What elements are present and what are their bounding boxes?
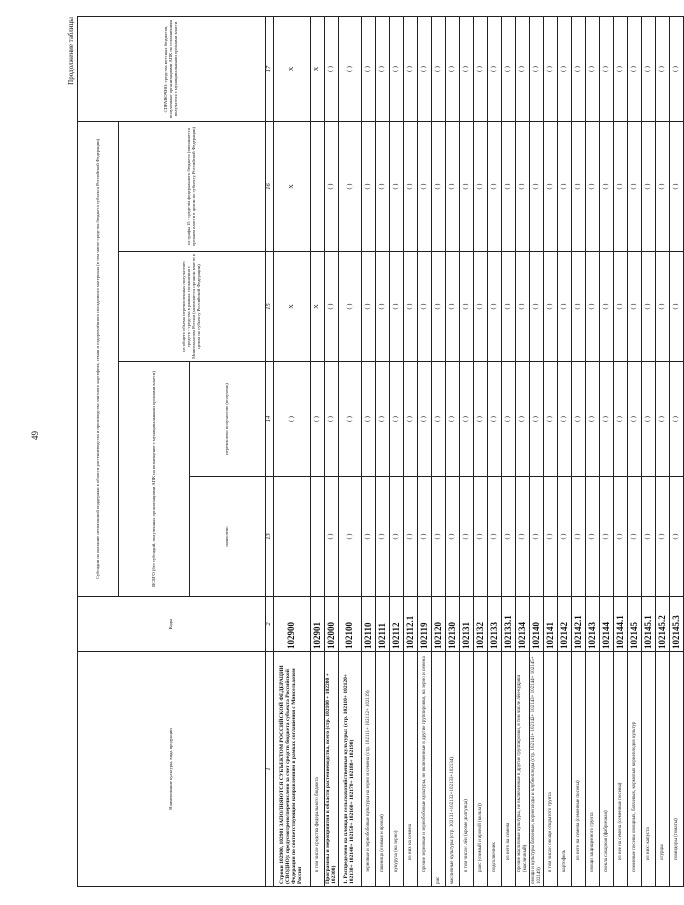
row-code: 102112 <box>390 597 404 652</box>
cell-c15: X <box>311 252 325 362</box>
row-name: кукуруза (на зерно) <box>390 652 404 887</box>
header-col14: перечислено получателю (получено) <box>190 362 266 477</box>
cell-c15: ( ) <box>474 252 488 362</box>
cell-c14: ( ) <box>544 362 558 477</box>
cell-c16: ( ) <box>544 122 558 252</box>
header-code: Коды <box>78 597 266 652</box>
row-name: свекла сахарная (фабричная) <box>600 652 614 887</box>
header-total: ВСЕГО (без субсидий, полученных организациями АПК на возмещение с муниципальными органами власти) <box>119 362 190 597</box>
cell-c16: ( ) <box>572 122 586 252</box>
cell-c15: ( ) <box>502 252 516 362</box>
table-row <box>544 17 558 887</box>
cell-c13: ( ) <box>642 477 656 597</box>
cell-c16: ( ) <box>339 122 362 252</box>
row-code: 102143 <box>586 597 600 652</box>
table-row <box>311 17 325 887</box>
cell-c13 <box>274 477 311 597</box>
row-name: прочие масличные культуры, не включенные в другие группировки, в том числе лён-кудряш (масличный) <box>516 652 530 887</box>
cell-c15: ( ) <box>432 252 446 362</box>
cell-c13: ( ) <box>656 477 670 597</box>
cell-c15: ( ) <box>339 252 362 362</box>
row-name: огурцы <box>656 652 670 887</box>
cell-c14: ( ) <box>656 362 670 477</box>
row-code: 102145 <box>628 597 642 652</box>
cell-c16: ( ) <box>642 122 656 252</box>
row-code: 102145.3 <box>670 597 684 652</box>
cell-c16: ( ) <box>516 122 530 252</box>
cell-c15: ( ) <box>446 252 460 362</box>
cell-c14: ( ) <box>614 362 628 477</box>
row-code: 102142.1 <box>572 597 586 652</box>
cell-c17: ( ) <box>460 17 474 122</box>
cell-c14: ( ) <box>460 362 474 477</box>
cell-c17: ( ) <box>530 17 544 122</box>
row-code: 102900 <box>274 597 311 652</box>
cell-c15: ( ) <box>460 252 474 362</box>
cell-c17: ( ) <box>614 17 628 122</box>
row-name: Программы и мероприятия в области растениеводства, всего (стр. 102100 + 102200 + 102300) <box>325 652 339 887</box>
cell-c17: X <box>274 17 311 122</box>
cell-c17: ( ) <box>432 17 446 122</box>
cell-c15: ( ) <box>642 252 656 362</box>
cell-c13: ( ) <box>460 477 474 597</box>
cell-c15: ( ) <box>530 252 544 362</box>
cell-c17: ( ) <box>670 17 684 122</box>
cell-c17: ( ) <box>656 17 670 122</box>
table-row <box>656 17 670 887</box>
row-name: зерновые и зернобобовые культуры на зерно и семена (стр. 102111+ 102112+ 102119) <box>362 652 376 887</box>
colnum-2: 2 <box>266 597 274 652</box>
cell-c13: ( ) <box>390 477 404 597</box>
cell-c13: ( ) <box>502 477 516 597</box>
cell-c15: ( ) <box>404 252 418 362</box>
table-row <box>600 17 614 887</box>
row-code: 102144.1 <box>614 597 628 652</box>
table-row <box>642 17 656 887</box>
cell-c13: ( ) <box>670 477 684 597</box>
row-code: 102142 <box>558 597 572 652</box>
cell-c17: ( ) <box>362 17 376 122</box>
row-name: рапс (озимый и яровой (кольза)) <box>474 652 488 887</box>
continuation-label: Продолжение таблицы <box>67 17 75 85</box>
table-row <box>628 17 642 887</box>
row-name: из них на семена <box>404 652 418 887</box>
cell-c17: ( ) <box>572 17 586 122</box>
row-code: 102133.1 <box>502 597 516 652</box>
cell-c14: ( ) <box>670 362 684 477</box>
cell-c16: ( ) <box>530 122 544 252</box>
cell-c16 <box>311 122 325 252</box>
cell-c16: ( ) <box>600 122 614 252</box>
row-name: рис <box>432 652 446 887</box>
row-code: 102120 <box>432 597 446 652</box>
cell-c13: ( ) <box>586 477 600 597</box>
header-col15: из общего объема перечисленных получателю средств - средства в рамках соглашения с Минсельхозом России (заполняется органом власти в целом по субъекту Российской Федерации) <box>119 252 266 362</box>
table-row <box>460 17 474 887</box>
row-code: 102145.1 <box>642 597 656 652</box>
cell-c16: ( ) <box>614 122 628 252</box>
row-name: картофель <box>558 652 572 887</box>
cell-c16: ( ) <box>488 122 502 252</box>
cell-c16: ( ) <box>390 122 404 252</box>
row-code: 102132 <box>474 597 488 652</box>
row-name: в том числе средства федерального бюджета <box>311 652 325 887</box>
row-name: из него на семена (семенные посевы) <box>572 652 586 887</box>
cell-c16: ( ) <box>418 122 432 252</box>
row-code: 102111 <box>376 597 390 652</box>
table-row <box>502 17 516 887</box>
row-code: 102134 <box>516 597 530 652</box>
row-code: 102144 <box>600 597 614 652</box>
row-name: подсолнечник <box>488 652 502 887</box>
cell-c15: ( ) <box>325 252 339 362</box>
row-name: семенные посевы овощных, бахчевых, кормовых корнеплодов культур <box>628 652 642 887</box>
cell-c17: ( ) <box>339 17 362 122</box>
cell-c14: ( ) <box>446 362 460 477</box>
column-number-row <box>266 17 274 887</box>
cell-c14: ( ) <box>274 362 311 477</box>
cell-c15: ( ) <box>516 252 530 362</box>
row-name: овощи и культуры бахчевые, корнеплоды и клубнеплоды (стр. 102141+ 102142+ 102143+ 102144+ 102145+ 102149) <box>530 652 544 887</box>
cell-c13: ( ) <box>432 477 446 597</box>
cell-c16: ( ) <box>586 122 600 252</box>
table-row <box>516 17 530 887</box>
cell-c17: ( ) <box>642 17 656 122</box>
row-code: 102112.1 <box>404 597 418 652</box>
table-row <box>274 17 311 887</box>
cell-c14: ( ) <box>390 362 404 477</box>
cell-c14: ( ) <box>642 362 656 477</box>
row-code: 102130 <box>446 597 460 652</box>
row-name: из нее на семена (семенные посевы) <box>614 652 628 887</box>
cell-c15: ( ) <box>586 252 600 362</box>
row-code: 102901 <box>311 597 325 652</box>
table-row <box>586 17 600 887</box>
cell-c13: ( ) <box>614 477 628 597</box>
table-row <box>404 17 418 887</box>
cell-c13: ( ) <box>325 477 339 597</box>
cell-c15: ( ) <box>390 252 404 362</box>
table-row <box>614 17 628 887</box>
cell-c14: ( ) <box>600 362 614 477</box>
cell-c14: ( ) <box>339 362 362 477</box>
cell-c16: X <box>274 122 311 252</box>
cell-c15: ( ) <box>418 252 432 362</box>
table-row <box>390 17 404 887</box>
subsidy-table <box>77 16 684 887</box>
cell-c16: ( ) <box>432 122 446 252</box>
cell-c14: ( ) <box>418 362 432 477</box>
cell-c17: ( ) <box>325 17 339 122</box>
row-name: помидоры (томаты) <box>670 652 684 887</box>
table-row <box>530 17 544 887</box>
row-name: масличные культуры (стр. 102131+102132+102133+102134) <box>446 652 460 887</box>
colnum-17: 17 <box>266 17 274 122</box>
row-code: 102133 <box>488 597 502 652</box>
cell-c13: ( ) <box>558 477 572 597</box>
cell-c14: ( ) <box>530 362 544 477</box>
colnum-1: 1 <box>266 652 274 887</box>
cell-c16: ( ) <box>474 122 488 252</box>
row-code: 102131 <box>460 597 474 652</box>
row-name: из них: капуста <box>642 652 656 887</box>
cell-c14: ( ) <box>325 362 339 477</box>
page-number: 49 <box>30 431 40 440</box>
colnum-15: 15 <box>266 252 274 362</box>
cell-c13: ( ) <box>339 477 362 597</box>
table-row <box>325 17 339 887</box>
cell-c15: ( ) <box>600 252 614 362</box>
cell-c17: ( ) <box>600 17 614 122</box>
cell-c15: X <box>274 252 311 362</box>
cell-c13: ( ) <box>600 477 614 597</box>
cell-c13: ( ) <box>544 477 558 597</box>
cell-c17: ( ) <box>418 17 432 122</box>
cell-c13: ( ) <box>404 477 418 597</box>
cell-c17: ( ) <box>516 17 530 122</box>
table-row <box>558 17 572 887</box>
cell-c13: ( ) <box>628 477 642 597</box>
cell-c16: ( ) <box>362 122 376 252</box>
cell-c15: ( ) <box>628 252 642 362</box>
table-row <box>488 17 502 887</box>
cell-c14: ( ) <box>362 362 376 477</box>
header-col17: СПРАВОЧНО: средства местных бюджетов, полученные организациями АПК по соглашениям получателя с муниципальными органами власти <box>78 17 266 122</box>
row-name: в том числе: лён (кроме долгунца) <box>460 652 474 887</box>
cell-c13 <box>311 477 325 597</box>
cell-c16: ( ) <box>376 122 390 252</box>
cell-c14: ( ) <box>311 362 325 477</box>
table-row <box>339 17 362 887</box>
cell-c16: ( ) <box>628 122 642 252</box>
cell-c16: ( ) <box>656 122 670 252</box>
row-name: пшеница (озимая и яровая) <box>376 652 390 887</box>
cell-c15: ( ) <box>614 252 628 362</box>
header-col13: начислено <box>190 477 266 597</box>
cell-c14: ( ) <box>586 362 600 477</box>
cell-c17: ( ) <box>390 17 404 122</box>
cell-c13: ( ) <box>446 477 460 597</box>
cell-c14: ( ) <box>376 362 390 477</box>
row-code: 102145.2 <box>656 597 670 652</box>
row-code: 102141 <box>544 597 558 652</box>
cell-c14: ( ) <box>404 362 418 477</box>
cell-c17: ( ) <box>376 17 390 122</box>
row-name: овощи защищенного грунта <box>586 652 600 887</box>
cell-c14: ( ) <box>558 362 572 477</box>
cell-c13: ( ) <box>572 477 586 597</box>
row-code: 102100 <box>339 597 362 652</box>
cell-c16: ( ) <box>325 122 339 252</box>
colnum-14: 14 <box>266 362 274 477</box>
cell-c16: ( ) <box>558 122 572 252</box>
header-group: Субсидии на оказание несвязанной поддержки в области растениеводства и производства элитного картофеля, семян и оздоровлённого посадочного материала (в том числе средства бюджета субъекта Российской Федерации) <box>78 122 119 597</box>
cell-c17: ( ) <box>558 17 572 122</box>
cell-c15: ( ) <box>558 252 572 362</box>
cell-c15: ( ) <box>670 252 684 362</box>
header-name: Наименование культуры, вида продукции <box>78 652 266 887</box>
cell-c17: ( ) <box>628 17 642 122</box>
row-name: в том числе: овощи открытого грунта <box>544 652 558 887</box>
cell-c13: ( ) <box>516 477 530 597</box>
cell-c16: ( ) <box>670 122 684 252</box>
cell-c16: ( ) <box>460 122 474 252</box>
table-row <box>572 17 586 887</box>
cell-c16: ( ) <box>446 122 460 252</box>
cell-c16: ( ) <box>502 122 516 252</box>
cell-c17: ( ) <box>586 17 600 122</box>
table-row <box>376 17 390 887</box>
row-code: 102000 <box>325 597 339 652</box>
header-col16: из графы 15 - средства федерального бюджета (заполняется органом власти в целом по субъекту Российской Федерации) <box>119 122 266 252</box>
colnum-13: 13 <box>266 477 274 597</box>
cell-c17: ( ) <box>544 17 558 122</box>
cell-c15: ( ) <box>656 252 670 362</box>
cell-c15: ( ) <box>362 252 376 362</box>
row-name: Строки 102900, 102901 ЗАПОЛНЯЮТСЯ СУБЪЕКТОМ РОССИЙСКОЙ ФЕДЕРАЦИИ (СВОДНО): предусмотрено/перечислено за счет средств бюджета субъекта Российской Федерации по соответствующим направлениям в рамках соглашения с Минсельхозом России <box>274 652 311 887</box>
table-row <box>418 17 432 887</box>
cell-c14: ( ) <box>488 362 502 477</box>
cell-c14: ( ) <box>502 362 516 477</box>
row-name: прочие зерновые и зернобобовые культуры, не включенные в другие группировки, на зерно и семена <box>418 652 432 887</box>
cell-c13: ( ) <box>362 477 376 597</box>
row-code: 102140 <box>530 597 544 652</box>
table-row <box>670 17 684 887</box>
cell-c15: ( ) <box>544 252 558 362</box>
cell-c14: ( ) <box>474 362 488 477</box>
cell-c15: ( ) <box>376 252 390 362</box>
table-row <box>432 17 446 887</box>
cell-c14: ( ) <box>432 362 446 477</box>
colnum-16: 16 <box>266 122 274 252</box>
row-code: 102110 <box>362 597 376 652</box>
table-row <box>474 17 488 887</box>
cell-c13: ( ) <box>488 477 502 597</box>
cell-c14: ( ) <box>628 362 642 477</box>
cell-c13: ( ) <box>418 477 432 597</box>
cell-c15: ( ) <box>572 252 586 362</box>
cell-c14: ( ) <box>516 362 530 477</box>
table-row <box>362 17 376 887</box>
cell-c17: ( ) <box>488 17 502 122</box>
cell-c15: ( ) <box>488 252 502 362</box>
cell-c17: ( ) <box>474 17 488 122</box>
row-name: 1. Распределено на площади сельскохозяйственные культуры: (стр. 102110+ 102120+ 102130+ 102140+ 102150+ 102160+ 102170+ 102180+ 102190) <box>339 652 362 887</box>
cell-c13: ( ) <box>530 477 544 597</box>
cell-c17: ( ) <box>404 17 418 122</box>
rotated-page <box>67 17 681 887</box>
cell-c17: X <box>311 17 325 122</box>
cell-c16: ( ) <box>404 122 418 252</box>
cell-c17: ( ) <box>502 17 516 122</box>
cell-c17: ( ) <box>446 17 460 122</box>
table-row <box>446 17 460 887</box>
cell-c13: ( ) <box>376 477 390 597</box>
row-name: из него на семена <box>502 652 516 887</box>
cell-c14: ( ) <box>572 362 586 477</box>
cell-c13: ( ) <box>474 477 488 597</box>
row-code: 102119 <box>418 597 432 652</box>
